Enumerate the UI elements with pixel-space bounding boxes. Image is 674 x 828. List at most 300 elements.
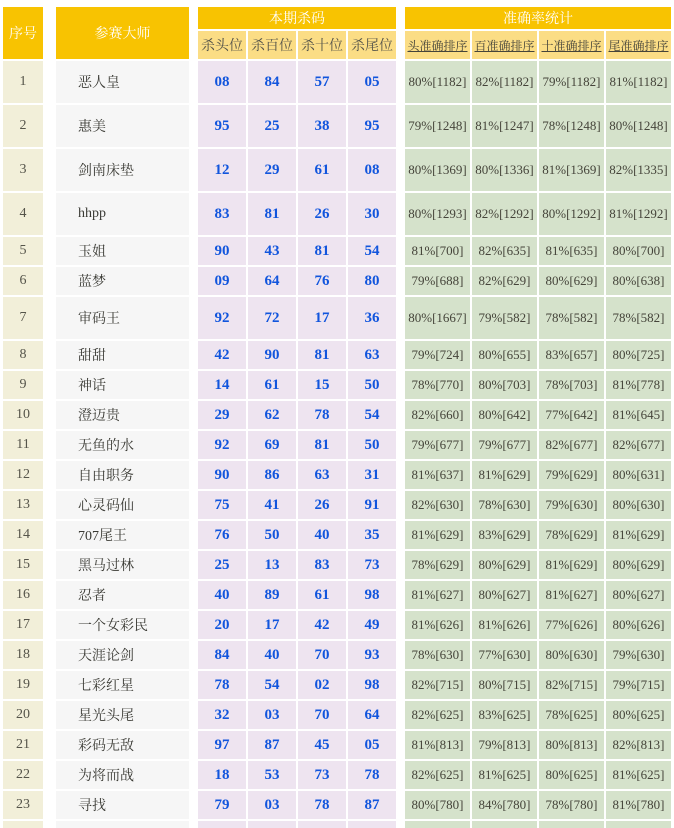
column-gap — [45, 551, 54, 579]
column-gap — [398, 671, 403, 699]
kill-number-cell: 54 — [248, 671, 296, 699]
accuracy-cell: 80%[813] — [539, 731, 604, 759]
column-gap — [45, 521, 54, 549]
accuracy-cell: 80%[655] — [472, 341, 537, 369]
kill-number-cell: 17 — [298, 297, 346, 339]
accuracy-cell: 80%[629] — [472, 551, 537, 579]
kill-number-cell: 80 — [348, 267, 396, 295]
accuracy-cell: 79%[629] — [539, 461, 604, 489]
seq-cell: 9 — [3, 371, 43, 399]
column-gap — [191, 267, 196, 295]
kill-number-cell: 93 — [348, 641, 396, 669]
kill-number-cell: 98 — [348, 581, 396, 609]
column-gap — [398, 149, 403, 191]
column-gap — [398, 491, 403, 519]
accuracy-cell: 80%[715] — [472, 671, 537, 699]
master-name-cell: 彩码无敌 — [56, 731, 189, 759]
column-gap — [398, 61, 403, 103]
column-gap — [45, 371, 54, 399]
accuracy-cell: 80%[1667] — [405, 297, 470, 339]
accuracy-cell: 79%[630] — [606, 641, 671, 669]
kill-number-cell: 63 — [348, 341, 396, 369]
accuracy-cell: 80%[1182] — [405, 61, 470, 103]
accuracy-cell: 81%[629] — [606, 521, 671, 549]
accuracy-cell: 80%[703] — [472, 371, 537, 399]
table-row — [3, 791, 671, 819]
column-gap — [45, 401, 54, 429]
accuracy-cell: 82%[715] — [405, 671, 470, 699]
column-gap — [191, 611, 196, 639]
table-row — [3, 267, 671, 295]
kill-number-cell: 76 — [198, 521, 246, 549]
column-gap — [191, 105, 196, 147]
column-gap — [398, 521, 403, 549]
master-name-cell: 七彩红星 — [56, 671, 189, 699]
seq-cell: 13 — [3, 491, 43, 519]
accuracy-cell: 80%[725] — [606, 341, 671, 369]
master-name-cell: 澄迈贵 — [56, 401, 189, 429]
column-gap — [398, 761, 403, 789]
header-kill-hundreds: 杀百位 — [248, 31, 296, 59]
seq-cell: 23 — [3, 791, 43, 819]
column-gap — [45, 297, 54, 339]
column-gap — [45, 7, 54, 59]
master-name-cell: 恶人皇 — [56, 61, 189, 103]
seq-cell: 8 — [3, 341, 43, 369]
kill-number-cell: 08 — [348, 149, 396, 191]
kill-number-cell: 35 — [348, 521, 396, 549]
column-gap — [191, 791, 196, 819]
kill-number-cell: 50 — [348, 371, 396, 399]
kill-number-cell: 54 — [348, 401, 396, 429]
column-gap — [398, 431, 403, 459]
accuracy-cell — [472, 821, 537, 828]
kill-number-cell: 81 — [248, 193, 296, 235]
masters-table — [1, 5, 673, 828]
column-gap — [191, 581, 196, 609]
table-row — [3, 371, 671, 399]
accuracy-cell: 84%[780] — [472, 791, 537, 819]
accuracy-cell: 80%[1248] — [606, 105, 671, 147]
seq-cell: 11 — [3, 431, 43, 459]
kill-number-cell: 03 — [248, 701, 296, 729]
column-gap — [398, 193, 403, 235]
accuracy-cell: 82%[660] — [405, 401, 470, 429]
accuracy-cell — [405, 821, 470, 828]
kill-number-cell: 89 — [248, 581, 296, 609]
seq-cell: 15 — [3, 551, 43, 579]
header-kill-head: 杀头位 — [198, 31, 246, 59]
kill-number-cell: 84 — [198, 641, 246, 669]
kill-number-cell: 05 — [348, 61, 396, 103]
kill-number-cell: 70 — [298, 701, 346, 729]
column-gap — [398, 611, 403, 639]
column-gap — [398, 371, 403, 399]
accuracy-cell: 77%[626] — [539, 611, 604, 639]
accuracy-cell: 80%[1369] — [405, 149, 470, 191]
column-gap — [191, 551, 196, 579]
kill-number-cell: 29 — [198, 401, 246, 429]
table-row — [3, 551, 671, 579]
column-gap — [191, 61, 196, 103]
kill-number-cell: 92 — [198, 297, 246, 339]
column-gap — [398, 701, 403, 729]
accuracy-cell: 82%[629] — [472, 267, 537, 295]
kill-number-cell: 90 — [198, 237, 246, 265]
accuracy-cell: 81%[627] — [539, 581, 604, 609]
table-row — [3, 641, 671, 669]
kill-number-cell: 53 — [248, 761, 296, 789]
column-gap — [191, 297, 196, 339]
accuracy-cell: 78%[630] — [405, 641, 470, 669]
column-gap — [45, 701, 54, 729]
accuracy-cell: 81%[637] — [405, 461, 470, 489]
accuracy-cell: 81%[626] — [405, 611, 470, 639]
accuracy-cell: 80%[625] — [539, 761, 604, 789]
kill-number-cell: 13 — [248, 551, 296, 579]
kill-number-cell: 87 — [348, 791, 396, 819]
accuracy-cell: 80%[625] — [606, 701, 671, 729]
kill-number-cell: 17 — [248, 611, 296, 639]
master-name-cell: 忍者 — [56, 581, 189, 609]
kill-number-cell: 54 — [348, 237, 396, 265]
kill-number-cell — [348, 821, 396, 828]
kill-number-cell: 14 — [198, 371, 246, 399]
kill-number-cell: 08 — [198, 61, 246, 103]
column-gap — [191, 149, 196, 191]
kill-number-cell: 25 — [248, 105, 296, 147]
column-gap — [45, 641, 54, 669]
column-gap — [191, 461, 196, 489]
kill-number-cell: 26 — [298, 491, 346, 519]
header-seq: 序号 — [3, 7, 43, 59]
seq-cell: 5 — [3, 237, 43, 265]
kill-number-cell: 81 — [298, 341, 346, 369]
accuracy-cell: 80%[1336] — [472, 149, 537, 191]
table-row-partial — [3, 821, 671, 828]
table-row — [3, 297, 671, 339]
kill-number-cell: 18 — [198, 761, 246, 789]
table-row — [3, 671, 671, 699]
column-gap — [398, 401, 403, 429]
kill-number-cell: 42 — [198, 341, 246, 369]
kill-number-cell: 15 — [298, 371, 346, 399]
column-gap — [45, 193, 54, 235]
column-gap — [191, 431, 196, 459]
kill-number-cell: 95 — [348, 105, 396, 147]
kill-number-cell: 97 — [198, 731, 246, 759]
accuracy-cell: 80%[629] — [539, 267, 604, 295]
kill-number-cell: 12 — [198, 149, 246, 191]
accuracy-cell: 81%[625] — [472, 761, 537, 789]
column-gap — [191, 193, 196, 235]
column-gap — [45, 105, 54, 147]
accuracy-cell: 78%[629] — [539, 521, 604, 549]
accuracy-cell: 79%[688] — [405, 267, 470, 295]
table-row — [3, 431, 671, 459]
column-gap — [398, 7, 403, 59]
accuracy-cell: 80%[629] — [606, 551, 671, 579]
accuracy-cell: 81%[645] — [606, 401, 671, 429]
accuracy-cell: 78%[780] — [539, 791, 604, 819]
column-gap — [398, 821, 403, 828]
master-name-cell: 神话 — [56, 371, 189, 399]
accuracy-cell: 78%[770] — [405, 371, 470, 399]
column-gap — [191, 701, 196, 729]
column-gap — [191, 671, 196, 699]
sort-link-hundreds-accuracy[interactable]: 百准确排序 — [472, 31, 537, 59]
accuracy-cell: 83%[625] — [472, 701, 537, 729]
kill-number-cell: 42 — [298, 611, 346, 639]
kill-number-cell: 41 — [248, 491, 296, 519]
master-name-cell: 星光头尾 — [56, 701, 189, 729]
accuracy-cell: 80%[638] — [606, 267, 671, 295]
master-name-cell: 蓝梦 — [56, 267, 189, 295]
kill-number-cell: 87 — [248, 731, 296, 759]
header-kill-tens: 杀十位 — [298, 31, 346, 59]
column-gap — [45, 791, 54, 819]
kill-number-cell: 45 — [298, 731, 346, 759]
column-gap — [191, 731, 196, 759]
accuracy-cell: 81%[627] — [405, 581, 470, 609]
sort-link-head-accuracy[interactable]: 头准确排序 — [405, 31, 470, 59]
master-name-cell: 天涯论剑 — [56, 641, 189, 669]
seq-cell: 19 — [3, 671, 43, 699]
accuracy-cell: 82%[1335] — [606, 149, 671, 191]
accuracy-cell: 80%[700] — [606, 237, 671, 265]
accuracy-cell: 79%[677] — [472, 431, 537, 459]
accuracy-cell: 79%[715] — [606, 671, 671, 699]
kill-number-cell: 50 — [348, 431, 396, 459]
accuracy-cell — [606, 821, 671, 828]
table-row — [3, 193, 671, 235]
accuracy-cell: 81%[625] — [606, 761, 671, 789]
table-row — [3, 731, 671, 759]
accuracy-cell: 80%[627] — [606, 581, 671, 609]
seq-cell: 18 — [3, 641, 43, 669]
accuracy-cell: 82%[813] — [606, 731, 671, 759]
accuracy-cell: 81%[629] — [539, 551, 604, 579]
column-gap — [45, 611, 54, 639]
column-gap — [191, 401, 196, 429]
accuracy-cell: 79%[677] — [405, 431, 470, 459]
seq-cell: 4 — [3, 193, 43, 235]
sort-link-tail-accuracy[interactable]: 尾准确排序 — [606, 31, 671, 59]
accuracy-cell: 82%[677] — [606, 431, 671, 459]
table-row — [3, 149, 671, 191]
kill-number-cell: 78 — [348, 761, 396, 789]
seq-cell: 3 — [3, 149, 43, 191]
column-gap — [398, 731, 403, 759]
accuracy-cell: 81%[1182] — [606, 61, 671, 103]
kill-number-cell: 79 — [198, 791, 246, 819]
kill-number-cell: 32 — [198, 701, 246, 729]
accuracy-cell: 81%[778] — [606, 371, 671, 399]
master-name-cell: 审码王 — [56, 297, 189, 339]
seq-cell — [3, 821, 43, 828]
kill-number-cell: 64 — [348, 701, 396, 729]
kill-number-cell: 64 — [248, 267, 296, 295]
kill-number-cell: 75 — [198, 491, 246, 519]
kill-number-cell — [298, 821, 346, 828]
kill-number-cell: 03 — [248, 791, 296, 819]
accuracy-cell: 78%[582] — [539, 297, 604, 339]
column-gap — [191, 341, 196, 369]
accuracy-cell: 78%[582] — [606, 297, 671, 339]
accuracy-cell: 80%[642] — [472, 401, 537, 429]
column-gap — [45, 61, 54, 103]
column-gap — [45, 461, 54, 489]
accuracy-cell: 82%[715] — [539, 671, 604, 699]
seq-cell: 1 — [3, 61, 43, 103]
column-gap — [191, 521, 196, 549]
master-name-cell: 心灵码仙 — [56, 491, 189, 519]
kill-number-cell: 70 — [298, 641, 346, 669]
accuracy-cell: 82%[625] — [405, 761, 470, 789]
kill-number-cell: 57 — [298, 61, 346, 103]
column-gap — [45, 341, 54, 369]
master-name-cell: 甜甜 — [56, 341, 189, 369]
accuracy-cell: 81%[700] — [405, 237, 470, 265]
master-name-cell: 黑马过林 — [56, 551, 189, 579]
accuracy-cell: 83%[657] — [539, 341, 604, 369]
column-gap — [398, 791, 403, 819]
kill-number-cell: 20 — [198, 611, 246, 639]
kill-number-cell: 61 — [248, 371, 296, 399]
accuracy-cell: 81%[629] — [472, 461, 537, 489]
column-gap — [191, 491, 196, 519]
accuracy-cell: 81%[626] — [472, 611, 537, 639]
seq-cell: 12 — [3, 461, 43, 489]
seq-cell: 10 — [3, 401, 43, 429]
accuracy-cell: 81%[1369] — [539, 149, 604, 191]
accuracy-cell: 79%[724] — [405, 341, 470, 369]
accuracy-cell: 80%[1292] — [539, 193, 604, 235]
column-gap — [45, 731, 54, 759]
column-gap — [398, 341, 403, 369]
kill-number-cell: 84 — [248, 61, 296, 103]
header-group-accuracy-stats: 准确率统计 — [405, 7, 671, 29]
accuracy-cell: 80%[627] — [472, 581, 537, 609]
accuracy-cell: 77%[630] — [472, 641, 537, 669]
column-gap — [191, 761, 196, 789]
accuracy-cell: 79%[1182] — [539, 61, 604, 103]
accuracy-cell: 81%[1292] — [606, 193, 671, 235]
kill-number-cell: 83 — [198, 193, 246, 235]
master-name-cell: 707尾王 — [56, 521, 189, 549]
column-gap — [191, 237, 196, 265]
column-gap — [191, 371, 196, 399]
column-gap — [45, 491, 54, 519]
column-gap — [398, 105, 403, 147]
sort-link-tens-accuracy[interactable]: 十准确排序 — [539, 31, 604, 59]
seq-cell: 7 — [3, 297, 43, 339]
kill-number-cell: 91 — [348, 491, 396, 519]
table-row — [3, 581, 671, 609]
kill-number-cell: 61 — [298, 149, 346, 191]
kill-number-cell: 26 — [298, 193, 346, 235]
kill-number-cell: 40 — [198, 581, 246, 609]
master-name-cell: 寻找 — [56, 791, 189, 819]
column-gap — [45, 237, 54, 265]
column-gap — [398, 581, 403, 609]
accuracy-cell: 78%[629] — [405, 551, 470, 579]
seq-cell: 17 — [3, 611, 43, 639]
kill-number-cell: 81 — [298, 431, 346, 459]
accuracy-cell: 80%[626] — [606, 611, 671, 639]
accuracy-cell: 80%[780] — [405, 791, 470, 819]
table-header — [3, 7, 671, 59]
kill-number-cell: 63 — [298, 461, 346, 489]
column-gap — [45, 581, 54, 609]
table-row — [3, 237, 671, 265]
accuracy-cell: 82%[635] — [472, 237, 537, 265]
kill-number-cell: 98 — [348, 671, 396, 699]
accuracy-cell: 82%[630] — [405, 491, 470, 519]
kill-number-cell: 90 — [248, 341, 296, 369]
master-name-cell: 为将而战 — [56, 761, 189, 789]
accuracy-cell: 81%[635] — [539, 237, 604, 265]
accuracy-cell: 79%[813] — [472, 731, 537, 759]
kill-number-cell: 95 — [198, 105, 246, 147]
table-row — [3, 461, 671, 489]
column-gap — [45, 431, 54, 459]
master-name-cell: 无鱼的水 — [56, 431, 189, 459]
kill-number-cell: 61 — [298, 581, 346, 609]
column-gap — [398, 641, 403, 669]
seq-cell: 14 — [3, 521, 43, 549]
master-name-cell: hhpp — [56, 193, 189, 235]
accuracy-cell: 81%[813] — [405, 731, 470, 759]
table-row — [3, 701, 671, 729]
kill-number-cell: 69 — [248, 431, 296, 459]
column-gap — [45, 761, 54, 789]
kill-number-cell — [198, 821, 246, 828]
column-gap — [398, 461, 403, 489]
accuracy-cell: 78%[630] — [472, 491, 537, 519]
kill-number-cell: 92 — [198, 431, 246, 459]
column-gap — [45, 671, 54, 699]
kill-number-cell: 73 — [298, 761, 346, 789]
header-master: 参赛大师 — [56, 7, 189, 59]
seq-cell: 20 — [3, 701, 43, 729]
kill-number-cell: 40 — [298, 521, 346, 549]
seq-cell: 2 — [3, 105, 43, 147]
accuracy-cell: 82%[1182] — [472, 61, 537, 103]
accuracy-cell: 81%[629] — [405, 521, 470, 549]
table-row — [3, 521, 671, 549]
seq-cell: 16 — [3, 581, 43, 609]
master-name-cell: 玉姐 — [56, 237, 189, 265]
kill-number-cell: 25 — [198, 551, 246, 579]
column-gap — [45, 149, 54, 191]
kill-number-cell: 83 — [298, 551, 346, 579]
accuracy-cell: 78%[703] — [539, 371, 604, 399]
accuracy-cell: 83%[629] — [472, 521, 537, 549]
column-gap — [398, 237, 403, 265]
column-gap — [191, 7, 196, 59]
master-name-cell — [56, 821, 189, 828]
accuracy-cell: 80%[631] — [606, 461, 671, 489]
kill-number-cell: 78 — [298, 791, 346, 819]
seq-cell: 6 — [3, 267, 43, 295]
accuracy-cell: 80%[630] — [539, 641, 604, 669]
table-row — [3, 761, 671, 789]
kill-number-cell: 31 — [348, 461, 396, 489]
table-row — [3, 341, 671, 369]
header-group-kill-codes: 本期杀码 — [198, 7, 396, 29]
accuracy-cell: 82%[625] — [405, 701, 470, 729]
